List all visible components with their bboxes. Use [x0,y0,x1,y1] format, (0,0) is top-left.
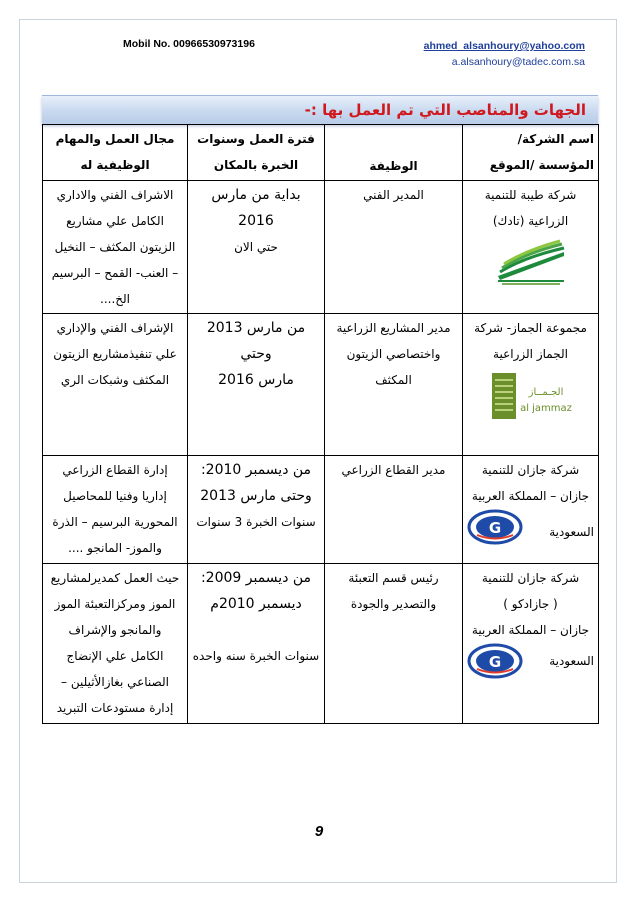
job-cell: مدير القطاع الزراعي [325,456,463,564]
email-primary-link[interactable]: ahmed_alsanhoury@yahoo.com [423,40,585,52]
header-job: الوظيفة [325,125,463,181]
tadec-logo [492,238,570,288]
section-title-bar [42,95,598,124]
aljammaz-logo-text-en: al jammaz [519,403,572,414]
job-cell: مدير المشاريع الزراعية واختصاصي الزيتون المكثف [325,314,463,456]
svg-text:G: G [488,653,502,671]
aljammaz-logo-text-ar: الجـمــاز [528,387,563,398]
period-cell: بداية من مارس 2016 حتي الان [188,181,325,314]
company-cell: شركة جازان للتنمية جازان – المملكة العربية السعودية G [463,456,599,564]
table-header-row [43,125,599,181]
header-company: اسم الشركة/ المؤسسة /الموقع [463,125,599,181]
gazadco-logo [467,643,523,679]
period-cell: من مارس 2013 وحتي مارس 2016 [188,314,325,456]
header-duties: مجال العمل والمهام الوظيفية له [43,125,188,181]
page-number: 9 [314,823,324,840]
period-cell: من ديسمبر 2009: ديسمبر 2010م سنوات الخبرة سنه واحده [188,564,325,724]
table-row [43,314,599,456]
job-cell: رئيس قسم التعبئة والتصدير والجودة [325,564,463,724]
aljammaz-logo [486,371,576,421]
header-emails [424,38,585,70]
header-phone: Mobil No. 00966530973196 [123,38,255,50]
table-row [43,456,599,564]
email-secondary: a.alsanhoury@tadec.com.sa [451,56,585,68]
duties-cell: حيث العمل كمديرلمشاريع الموز ومركزالتعبئة الموز والمانجو والإشراف الكامل علي الإنضاج الصناعي بغازالأثيلين – إدارة مستودعات التبريد [43,564,188,724]
duties-cell: إدارة القطاع الزراعي إداريا وفنيا للمحاصيل المحورية البرسيم – الذرة والموز- المانجو .... [43,456,188,564]
job-cell: المدير الفني [325,181,463,314]
table-row [43,181,599,314]
company-cell: شركة جازان للتنمية ( جازادكو ) جازان – المملكة العربية السعودية G [463,564,599,724]
svg-text:G: G [488,519,502,537]
period-cell: من ديسمبر 2010: وحتى مارس 2013 سنوات الخبرة 3 سنوات [188,456,325,564]
duties-cell: الاشراف الفني والاداري الكامل علي مشاريع الزيتون المكثف – النخيل – العنب- القمح – البرسيم الخ.... [43,181,188,314]
company-cell: مجموعة الجماز- شركة الجماز الزراعية الجـمــاز al jammaz [463,314,599,456]
duties-cell: الإشراف الفني والإداري علي تنفيذمشاريع الزيتون المكثف وشبكات الري [43,314,188,456]
header-period: فترة العمل وسنوات الخبرة بالمكان [188,125,325,181]
gazadco-logo [467,509,523,545]
company-cell: شركة طيبة للتنمية الزراعية (تادك) [463,181,599,314]
experience-table [42,124,599,724]
section-title: الجهات والمناصب التي تم العمل بها :- [304,101,586,119]
table-row [43,564,599,724]
